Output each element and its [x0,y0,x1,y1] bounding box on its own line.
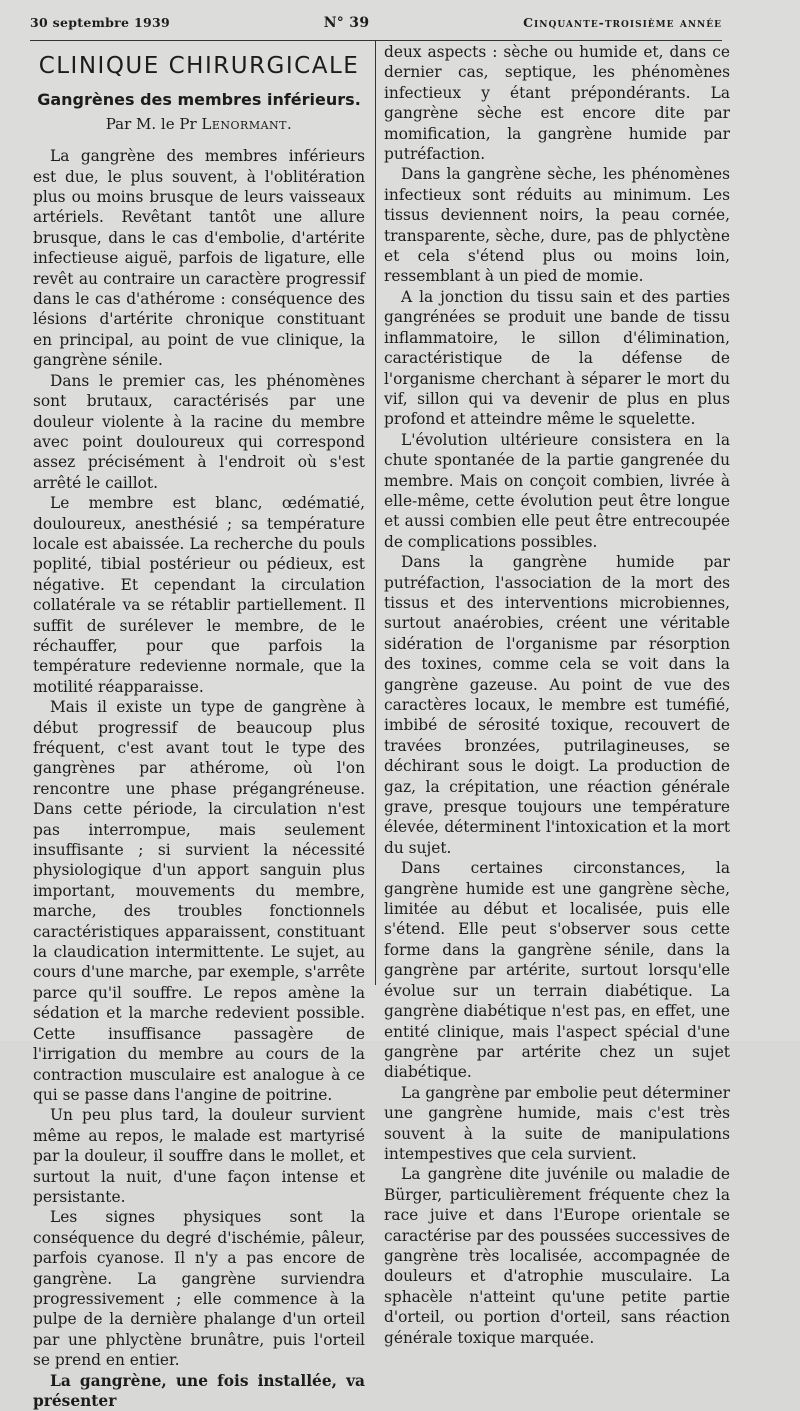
column-divider [375,40,376,985]
byline-author: Lenormant. [201,114,293,133]
left-column [33,52,365,1411]
paragraph: La gangrène, une fois installée, va présenter [33,1371,365,1410]
paragraph: Dans le premier cas, les phénomènes sont brutaux, caractérisés par une douleur violente à la racine du membre avec point douloureux qui correspond assez précisément à l'endroit où s'est arrêté le caillot. [33,371,365,492]
header-rule [30,40,722,41]
paragraph: deux aspects : sèche ou humide et, dans ce dernier cas, septique, les phénomènes infectieux y étant prépondérants. La gangrène sèche est encore dite par momification, la gangrène humide par putréfaction. [384,43,730,164]
byline-prefix: Par M. le Pr [105,114,197,133]
article-byline [33,114,365,134]
page-header [30,15,722,37]
paragraph: La gangrène dite juvénile ou maladie de Bürger, particulièrement fréquente chez la race juive et dans l'Europe orientale se caractérise par des poussées successives de gangrène très localisée, accompagnée de douleurs et d'atrophie musculaire. La sphacèle n'atteint qu'une petite partie d'orteil, ou portion d'orteil, sans réaction générale toxique marquée. [384,1165,730,1347]
right-column [384,42,730,1348]
paragraph: L'évolution ultérieure consistera en la chute spontanée de la partie gangrenée du membre. Mais on conçoit combien, livrée à elle-même, cette évolution peut être longue et aussi combien elle peut être entrecoupée de complications possibles. [384,430,730,551]
header-date: 30 septembre 1939 [30,15,170,30]
paragraph: Dans la gangrène sèche, les phénomènes infectieux sont réduits au minimum. Les tissus deviennent noirs, la peau cornée, transparente, sèche, dure, pas de phlyctène et cela s'étend plus ou moins loin, ressemblant à un pied de momie. [384,165,730,286]
header-year: Cinquante-troisième année [523,15,722,30]
article-title: Gangrènes des membres inférieurs. [37,90,361,110]
paragraph: Les signes physiques sont la conséquence du degré d'ischémie, pâleur, parfois cyanose. Il n'y a pas encore de gangrène. La gangrène surviendra progressivement ; elle commence à la pulpe de la dernière phalange d'un orteil par une phlyctène brunâtre, puis l'orteil se prend en entier. [33,1208,365,1370]
paragraph: Mais il existe un type de gangrène à début progressif de beaucoup plus fréquent, c'est avant tout le type des gangrènes par athérome, où l'on rencontre une phase prégangréneuse. Dans cette période, la circulation n'est pas interrompue, mais seulement insuffisante ; si survient la nécessité physiologique d'un apport sanguin plus important, mouvements du membre, marche, des troubles fonctionnels caractéristiques apparaissent, constituant la claudication intermittente. Le sujet, au cours d'une marche, par exemple, s'arrête parce qu'il souffre. Le repos amène la sédation et la marche redevient possible. Cette insuffisance passagère de l'irrigation du membre au cours de la contraction musculaire est analogue à ce qui se passe dans l'angine de poitrine. [33,698,365,1104]
section-title: CLINIQUE CHIRURGICALE [38,53,360,79]
paragraph: Dans la gangrène humide par putréfaction, l'association de la mort des tissus et des interventions microbiennes, surtout anaérobies, créent une véritable sidération de l'organisme par résorption des toxines, comme cela se voit dans la gangrène gazeuse. Au point de vue des caractères locaux, le membre est tuméfié, imbibé de sérosité toxique, recouvert de travées bronzées, putrilagineuses, se déchirant sous le doigt. La production de gaz, la crépitation, une réaction générale grave, presque toujours une température élevée, déterminent l'intoxication et la mort du sujet. [384,553,730,857]
paragraph: Un peu plus tard, la douleur survient même au repos, le malade est martyrisé par la douleur, il souffre dans le mollet, et surtout la nuit, d'une façon intense et persistante. [33,1106,365,1206]
paragraph: Le membre est blanc, œdématié, douloureux, anesthésié ; sa température locale est abaissée. La recherche du pouls poplité, tibial postérieur ou pédieux, est négative. Et cependant la circulation collatérale va se rétablir partiellement. Il suffit de surélever le membre, de le réchauffer, pour que parfois la température redevienne normale, que la motilité réapparaisse. [33,494,365,696]
paragraph: Dans certaines circonstances, la gangrène humide est une gangrène sèche, limitée au début et localisée, puis elle s'étend. Elle peut s'observer sous cette forme dans la gangrène sénile, dans la gangrène par artérite, surtout lorsqu'elle évolue sur un terrain diabétique. La gangrène diabétique n'est pas, en effet, une entité clinique, mais l'aspect spécial d'une gangrène par artérite chez un sujet diabétique. [384,859,730,1082]
paragraph: La gangrène des membres inférieurs est due, le plus souvent, à l'oblitération plus ou moins brusque de leurs vaisseaux artériels. Revêtant tantôt une allure brusque, dans le cas d'embolie, d'artérite infectieuse aiguë, parfois de ligature, elle revêt au contraire un caractère progressif dans le cas d'athérome : conséquence des lésions d'artérite chronique constituant en principal, au point de vue clinique, la gangrène sénile. [33,147,365,370]
paragraph: La gangrène par embolie peut déterminer une gangrène humide, mais c'est très souvent à la suite de manipulations intempestives que cela survient. [384,1083,730,1163]
header-issue-number: N° 39 [323,15,370,31]
paragraph: A la jonction du tissu sain et des parties gangrénées se produit une bande de tissu inflammatoire, le sillon d'élimination, caractéristique de la défense de l'organisme cherchant à séparer le mort du vif, sillon qui va devenir de plus en plus profond et atteindre même le squelette. [384,287,730,429]
